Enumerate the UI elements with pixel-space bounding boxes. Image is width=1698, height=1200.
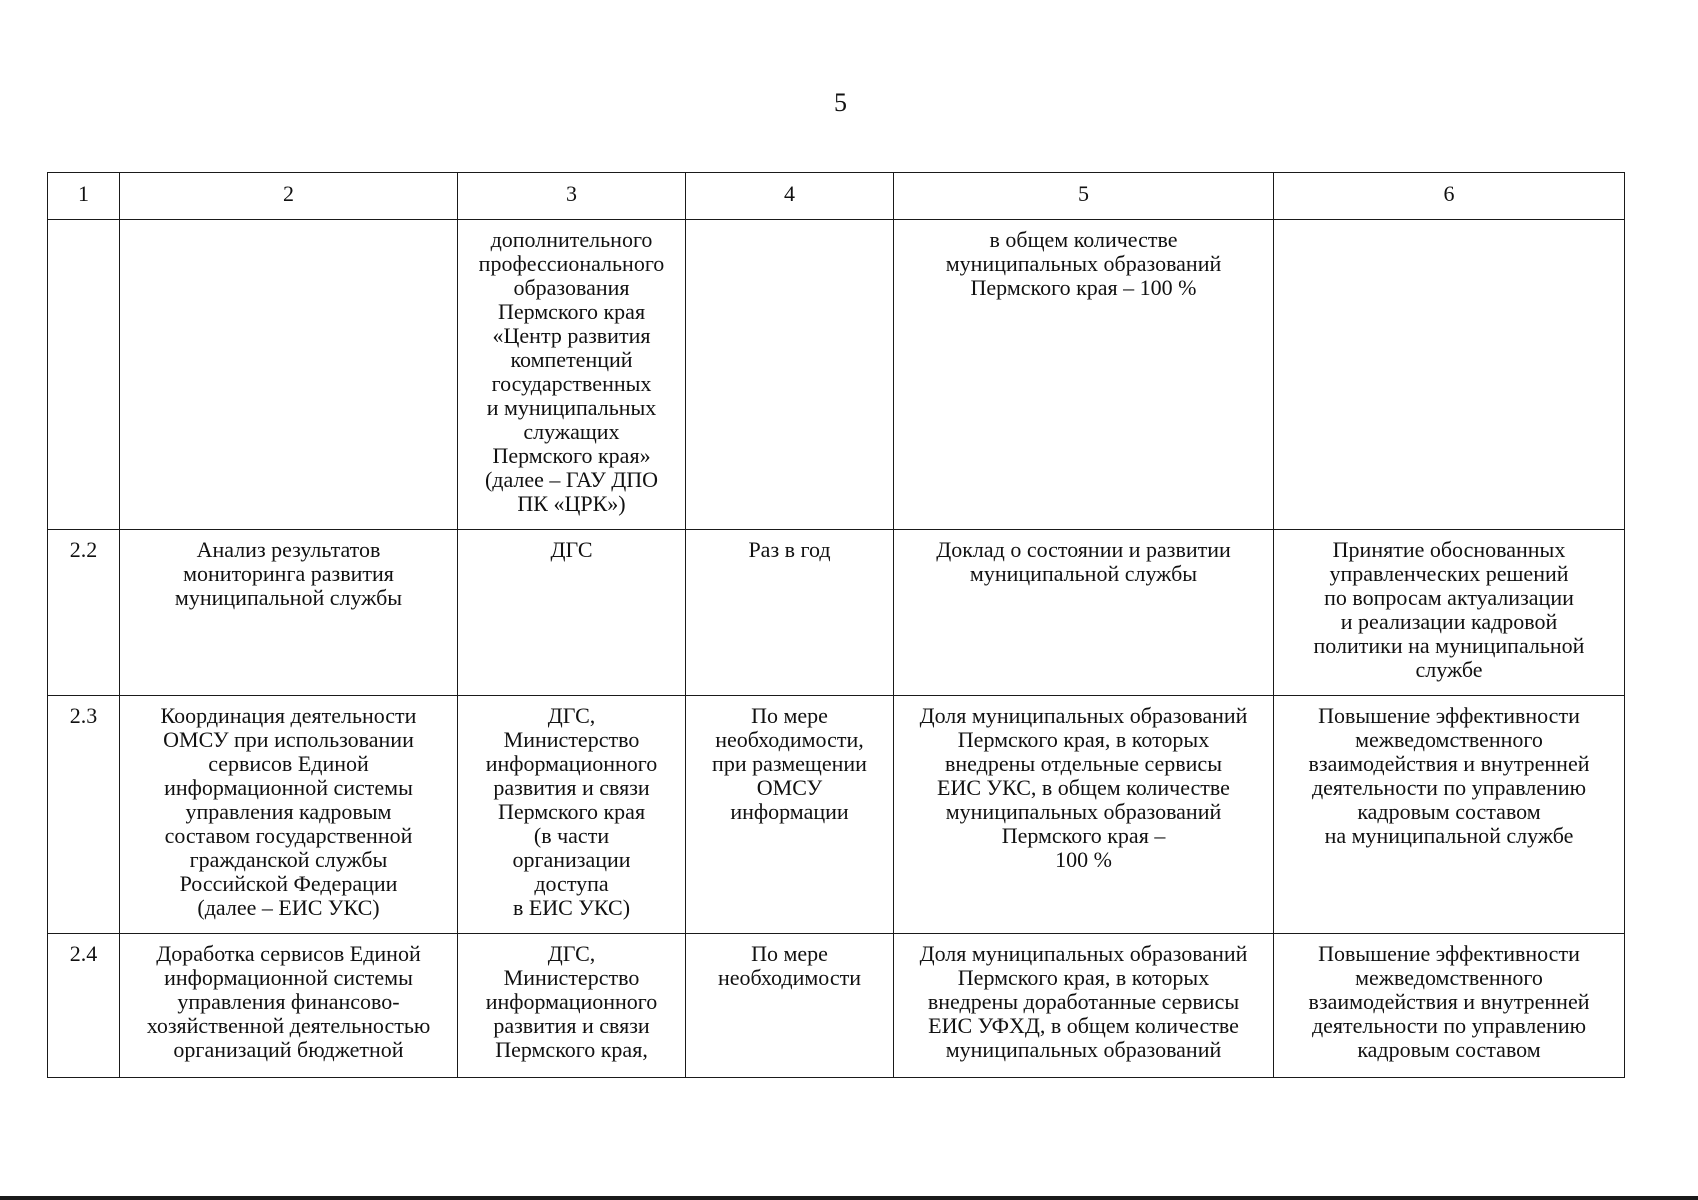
cell-text-line: по вопросам актуализации [1324,585,1574,610]
cell-text-line: По мере [751,941,828,966]
cell-text-line: информационной системы [164,775,413,800]
cell-text-line: Министерство [503,965,640,990]
item-number-cell [48,934,120,1078]
cell-text-line: и муниципальных [486,395,657,420]
result-cell [1274,530,1625,696]
cell-text-line: ДГС [550,537,593,562]
cell-text-line: межведомственного [1355,965,1543,990]
result-cell [1274,934,1625,1078]
cell-text-line: хозяйственной деятельностью [146,1013,431,1038]
responsible-cell [458,530,686,696]
item-number-cell [48,696,120,934]
cell-text-line: Доработка сервисов Единой [156,941,421,966]
cell-text-line: развития и связи [493,1013,650,1038]
responsible-cell [458,220,686,530]
cell-text-line: Пермского края [497,299,646,324]
cell-text-line: (далее – ГАУ ДПО [484,467,659,492]
cell-text-line: деятельности по управлению [1311,1013,1587,1038]
activity-cell [120,220,458,530]
cell-text-line: 2.4 [69,941,98,966]
cell-text-line: необходимости [717,965,861,990]
column-header: 4 [686,173,894,220]
table-row [48,530,1625,696]
cell-text-line: Пермского края, в которых [957,727,1210,752]
cell-text-line: политики на муниципальной [1313,633,1585,658]
cell-text-line: По мере [751,703,828,728]
column-header: 2 [120,173,458,220]
indicator-cell [894,934,1274,1078]
cell-text-line: дополнительного [490,227,653,252]
cell-text-line: Принятие обоснованных [1332,537,1566,562]
activity-cell [120,530,458,696]
cell-text-line: Повышение эффективности [1318,941,1580,966]
item-number-cell [48,220,120,530]
cell-text-line: муниципальных образований [945,1037,1222,1062]
cell-text-line: ЕИС УКС, в общем количестве [937,775,1230,800]
column-header: 3 [458,173,686,220]
cell-text-line: Пермского края, [495,1037,648,1062]
cell-text-line: муниципальной службы [174,585,403,610]
cell-text-line: ЕИС УФХД, в общем количестве [928,1013,1239,1038]
cell-text-line: Доля муниципальных образований [919,703,1248,728]
cell-text-line: ОМСУ при использовании [163,727,414,752]
cell-text-line: мониторинга развития [183,561,394,586]
cell-text-line: взаимодействия и внутренней [1308,989,1590,1014]
cell-text-line: ОМСУ [756,775,823,800]
cell-text-line: внедрены отдельные сервисы [945,751,1222,776]
cell-text-line: в общем количестве [989,227,1178,252]
cell-text-line: компетенций [510,347,633,372]
cell-text-line: служащих [523,419,620,444]
cell-text-line: информационной системы [164,965,413,990]
timing-cell [686,530,894,696]
cell-text-line: кадровым составом [1357,799,1541,824]
activity-cell [120,696,458,934]
scan-edge [0,1196,1698,1200]
column-header: 1 [48,173,120,220]
cell-text-line: Министерство [503,727,640,752]
cell-text-line: Пермского края» [492,443,651,468]
cell-text-line: и реализации кадровой [1340,609,1558,634]
cell-text-line: Координация деятельности [160,703,417,728]
cell-text-line: муниципальной службы [969,561,1198,586]
table-row [48,696,1625,934]
cell-text-line: информации [730,799,849,824]
cell-text-line: межведомственного [1355,727,1543,752]
cell-text-line: взаимодействия и внутренней [1308,751,1590,776]
table-row [48,934,1625,1078]
column-header: 6 [1274,173,1625,220]
indicator-cell [894,696,1274,934]
cell-text-line: 2.3 [69,703,98,728]
cell-text-line: ДГС, [547,703,596,728]
cell-text-line: в ЕИС УКС) [512,895,631,920]
cell-text-line: Анализ результатов [196,537,381,562]
cell-text-line: Российской Федерации [179,871,398,896]
cell-text-line: службе [1415,657,1483,682]
timing-cell [686,220,894,530]
cell-text-line: необходимости, [715,727,864,752]
cell-text-line: информационного [485,989,658,1014]
cell-text-line: управления кадровым [185,799,392,824]
cell-text-line: профессионального [478,251,665,276]
indicator-cell [894,220,1274,530]
cell-text-line: Доклад о состоянии и развитии [936,537,1231,562]
cell-text-line: Доля муниципальных образований [919,941,1248,966]
cell-text-line: кадровым составом [1357,1037,1541,1062]
cell-text-line: ПК «ЦРК») [517,491,626,516]
cell-text-line: управленческих решений [1329,561,1569,586]
cell-text-line: Пермского края – [1001,823,1166,848]
page-number: 5 [834,88,847,117]
cell-text-line: доступа [534,871,609,896]
cell-text-line: развития и связи [493,775,650,800]
cell-text-line: Повышение эффективности [1318,703,1580,728]
cell-text-line: «Центр развития [492,323,651,348]
cell-text-line: государственных [491,371,652,396]
cell-text-line: деятельности по управлению [1311,775,1587,800]
timing-cell [686,696,894,934]
item-number-cell [48,530,120,696]
cell-text-line: при размещении [712,751,867,776]
table-row [48,220,1625,530]
column-header: 5 [894,173,1274,220]
cell-text-line: Раз в год [748,537,831,562]
cell-text-line: составом государственной [164,823,413,848]
cell-text-line: гражданской службы [189,847,388,872]
cell-text-line: (далее – ЕИС УКС) [197,895,380,920]
indicator-cell [894,530,1274,696]
cell-text-line: муниципальных образований [945,799,1222,824]
cell-text-line: сервисов Единой [208,751,369,776]
result-cell [1274,696,1625,934]
document-table [47,172,1625,1078]
cell-text-line: Пермского края – 100 % [970,275,1197,300]
cell-text-line: образования [513,275,630,300]
responsible-cell [458,696,686,934]
activity-cell [120,934,458,1078]
timing-cell [686,934,894,1078]
cell-text-line: организации [512,847,631,872]
cell-text-line: Пермского края, в которых [957,965,1210,990]
cell-text-line: 2.2 [69,537,98,562]
cell-text-line: информационного [485,751,658,776]
cell-text-line: внедрены доработанные сервисы [927,989,1240,1014]
cell-text-line: организаций бюджетной [173,1037,404,1062]
cell-text-line: ДГС, [547,941,596,966]
cell-text-line: управления финансово- [177,989,400,1014]
responsible-cell [458,934,686,1078]
cell-text-line: (в части [533,823,610,848]
result-cell [1274,220,1625,530]
cell-text-line: на муниципальной службе [1324,823,1574,848]
header-row [48,173,1625,220]
cell-text-line: муниципальных образований [945,251,1222,276]
cell-text-line: 100 % [1055,847,1112,872]
cell-text-line: Пермского края [497,799,646,824]
